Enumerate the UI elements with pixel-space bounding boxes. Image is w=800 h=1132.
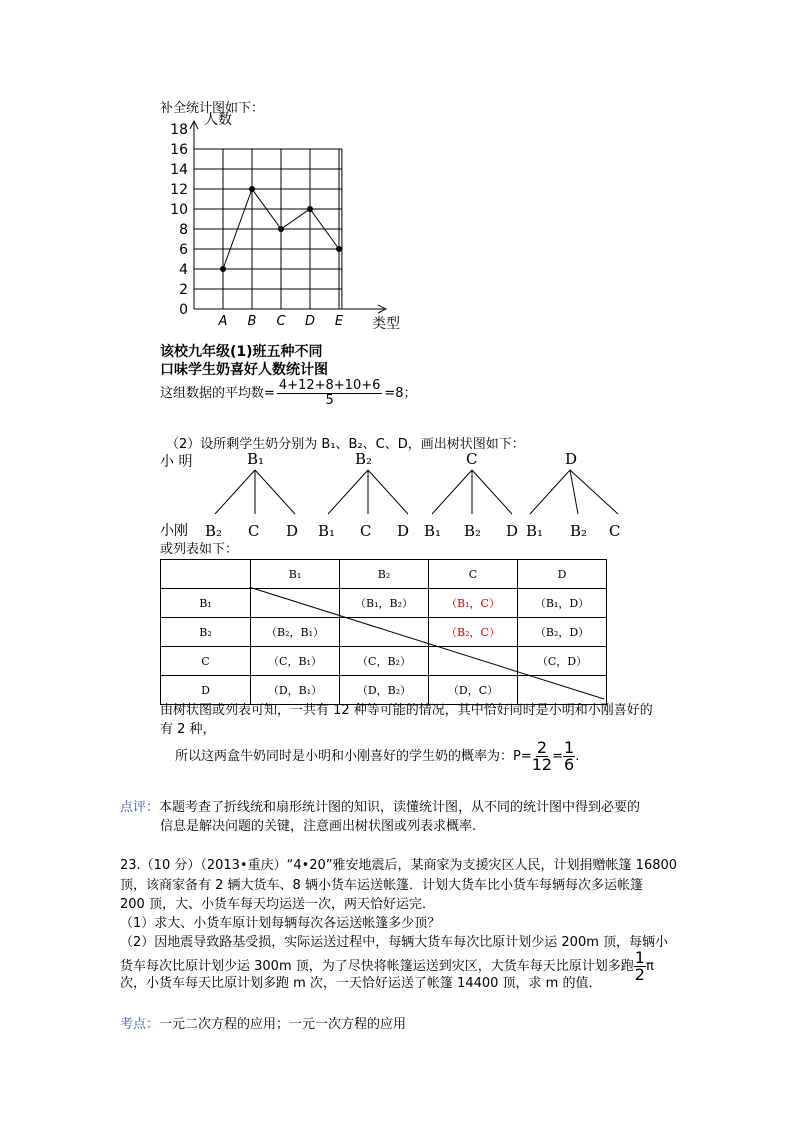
kaodian-line	[120, 1015, 406, 1035]
table-header-row	[161, 560, 607, 589]
table-cell: （C，D）	[518, 647, 607, 676]
table-header-cell: D	[518, 560, 607, 589]
data-point	[278, 226, 284, 232]
y-tick-label: 4	[179, 262, 188, 278]
table-cell: （D，C）	[429, 676, 518, 705]
chart-caption-line1: 该校九年级(1)班五种不同	[160, 344, 323, 360]
chart-intro: 补全统计图如下：	[160, 101, 265, 116]
tree-branches	[215, 470, 618, 514]
pi-symbol: π	[645, 959, 654, 974]
q23-sub1: （1）求大、小货车原计划每辆每次各运送帐篷多少顶？	[120, 916, 441, 931]
y-tick-label: 18	[170, 122, 188, 138]
table-cell-highlight: （B₂，C）	[429, 618, 518, 647]
mean-prefix: 这组数据的平均数=	[160, 386, 275, 401]
chart-grid	[194, 149, 342, 309]
tree-leaf: D	[397, 522, 410, 540]
table-cell: （B₂，B₁）	[251, 618, 340, 647]
tree-row1-label: 小 明	[160, 454, 193, 470]
x-category-label: D	[304, 314, 316, 329]
conclusion-line2: 有 2 种，	[160, 722, 216, 737]
fraction-denominator: 2	[634, 965, 645, 984]
part2-intro: （2）设所剩学生奶分别为 B₁、B₂、C、D，画出树状图如下：	[166, 437, 525, 452]
data-point	[307, 206, 313, 212]
table-header-cell: C	[429, 560, 518, 589]
table-cell: （B₁，B₂）	[340, 589, 429, 618]
q23-line1: 23.（10 分）（2013•重庆）“4•20”雅安地震后，某商家为支援灾区人民，计划捐赠帐篷 16800	[120, 858, 678, 873]
tree-root: D	[565, 450, 578, 468]
table-header-cell: B₁	[251, 560, 340, 589]
tree-leaf: C	[248, 522, 260, 540]
kaodian-label: 考点：	[120, 1017, 160, 1032]
mean-fraction	[277, 379, 382, 408]
q23-sub2-line1: （2）因地震导致路基受损，实际运送过程中，每辆大货车每次比原计划少运 200m 顶，每辆小	[120, 935, 669, 950]
chart-caption	[160, 343, 328, 379]
tree-leaf: B₁	[318, 522, 336, 540]
table-cell: （D，B₁）	[251, 676, 340, 705]
tree-leaf: C	[360, 522, 372, 540]
tree-leaf: B₂	[205, 522, 223, 540]
y-tick-label: 10	[170, 202, 188, 218]
chart-axes	[190, 121, 386, 313]
y-tick-label: 16	[170, 142, 188, 158]
y-tick-label: 14	[170, 162, 188, 178]
comment-text-1: 本题考查了折线统和扇形统计图的知识，读懂统计图，从不同的统计图中得到必要的	[159, 800, 641, 815]
data-point	[220, 266, 226, 272]
probability-prefix: 所以这两盒牛奶同时是小明和小刚喜好的学生奶的概率为：P=	[175, 749, 532, 764]
table-cell: （D，B₂）	[340, 676, 429, 705]
tree-leaf: B₂	[464, 522, 482, 540]
data-point	[249, 186, 255, 192]
y-tick-label: 12	[170, 182, 188, 198]
q23-line2: 顶，该商家备有 2 辆大货车、8 辆小货车运送帐篷．计划大货车比小货车每辆每次多运帐篷	[120, 878, 643, 893]
mean-denominator: 5	[325, 393, 334, 408]
q23-line3: 200 顶，大、小货车每天均运送一次，两天恰好运完．	[120, 897, 435, 912]
half-fraction	[634, 950, 646, 983]
table-corner-cell	[161, 560, 251, 589]
fraction-numerator: 2	[536, 738, 547, 757]
fraction-numerator: 1	[634, 948, 645, 967]
chart-x-categories	[218, 314, 344, 329]
tree-root: B₂	[355, 450, 373, 468]
chart-x-label: 类型	[372, 316, 400, 332]
chart-caption-line2: 口味学生奶喜好人数统计图	[160, 362, 328, 378]
table-cell-highlight: （B₁，C）	[429, 589, 518, 618]
table-row-header: C	[161, 647, 251, 676]
tree-leaf: B₁	[526, 522, 544, 540]
line-chart	[150, 110, 400, 332]
conclusion-line1: 由树状图或列表可知，一共有 12 种等可能的情况，其中恰好同时是小明和小刚喜好的	[160, 703, 653, 718]
tree-row2-label: 小刚	[160, 523, 188, 539]
fraction-numerator: 1	[564, 738, 575, 757]
table-row-header: B₂	[161, 618, 251, 647]
table-cell: （C，B₁）	[251, 647, 340, 676]
tree-root: C	[466, 450, 478, 468]
comment-line2: 信息是解决问题的关键，注意画出树状图或列表求概率.	[160, 819, 477, 834]
probability-end: .	[575, 749, 580, 764]
tree-leaf: D	[506, 522, 519, 540]
y-tick-label: 8	[179, 222, 188, 238]
y-tick-label: 0	[179, 302, 188, 318]
comment-label: 点评：	[120, 800, 160, 815]
table-row-header: D	[161, 676, 251, 705]
table-cell: （B₂，D）	[518, 618, 607, 647]
table-diagonal-line	[249, 587, 605, 701]
probability-fraction-1	[532, 740, 552, 773]
mean-suffix: =8；	[384, 386, 417, 401]
table-row-header: B₁	[161, 589, 251, 618]
table-cell: （C，B₂）	[340, 647, 429, 676]
comment-line1	[120, 798, 640, 818]
tree-leaf: D	[286, 522, 299, 540]
fraction-denominator: 6	[564, 755, 575, 774]
chart-y-label: 人数	[204, 112, 232, 128]
mean-numerator: 4+12+8+10+6	[278, 378, 381, 393]
q23-sub2-line2-text: 货车每次比原计划少运 300m 顶，为了尽快将帐篷运送到灾区，大货车每天比原计划多跑	[120, 959, 634, 974]
probability-fraction-2	[563, 740, 575, 773]
table-header-cell: B₂	[340, 560, 429, 589]
x-category-label: A	[218, 314, 228, 329]
kaodian-text: 一元二次方程的应用；一元一次方程的应用	[159, 1017, 407, 1032]
tree-leaf: B₂	[570, 522, 588, 540]
y-tick-label: 6	[179, 242, 188, 258]
table-intro: 或列表如下：	[160, 542, 239, 557]
tree-leaf: B₁	[424, 522, 442, 540]
mean-line	[160, 378, 417, 410]
fraction-denominator: 12	[531, 755, 553, 774]
x-category-label: B	[247, 314, 257, 329]
table-cell: （B₁，D）	[518, 589, 607, 618]
tree-leaf: C	[609, 522, 621, 540]
tree-root: B₁	[247, 450, 265, 468]
q23-sub2-line3: 次，小货车每天比原计划多跑 m 次，一天恰好运送了帐篷 14400 顶，求 m 的值．	[120, 976, 602, 991]
chart-y-ticks	[170, 122, 188, 318]
probability-equals: =	[552, 749, 563, 764]
probability-line	[175, 740, 579, 774]
x-category-label: E	[334, 314, 344, 329]
y-tick-label: 2	[179, 282, 188, 298]
x-category-label: C	[276, 314, 286, 329]
data-point	[336, 246, 342, 252]
